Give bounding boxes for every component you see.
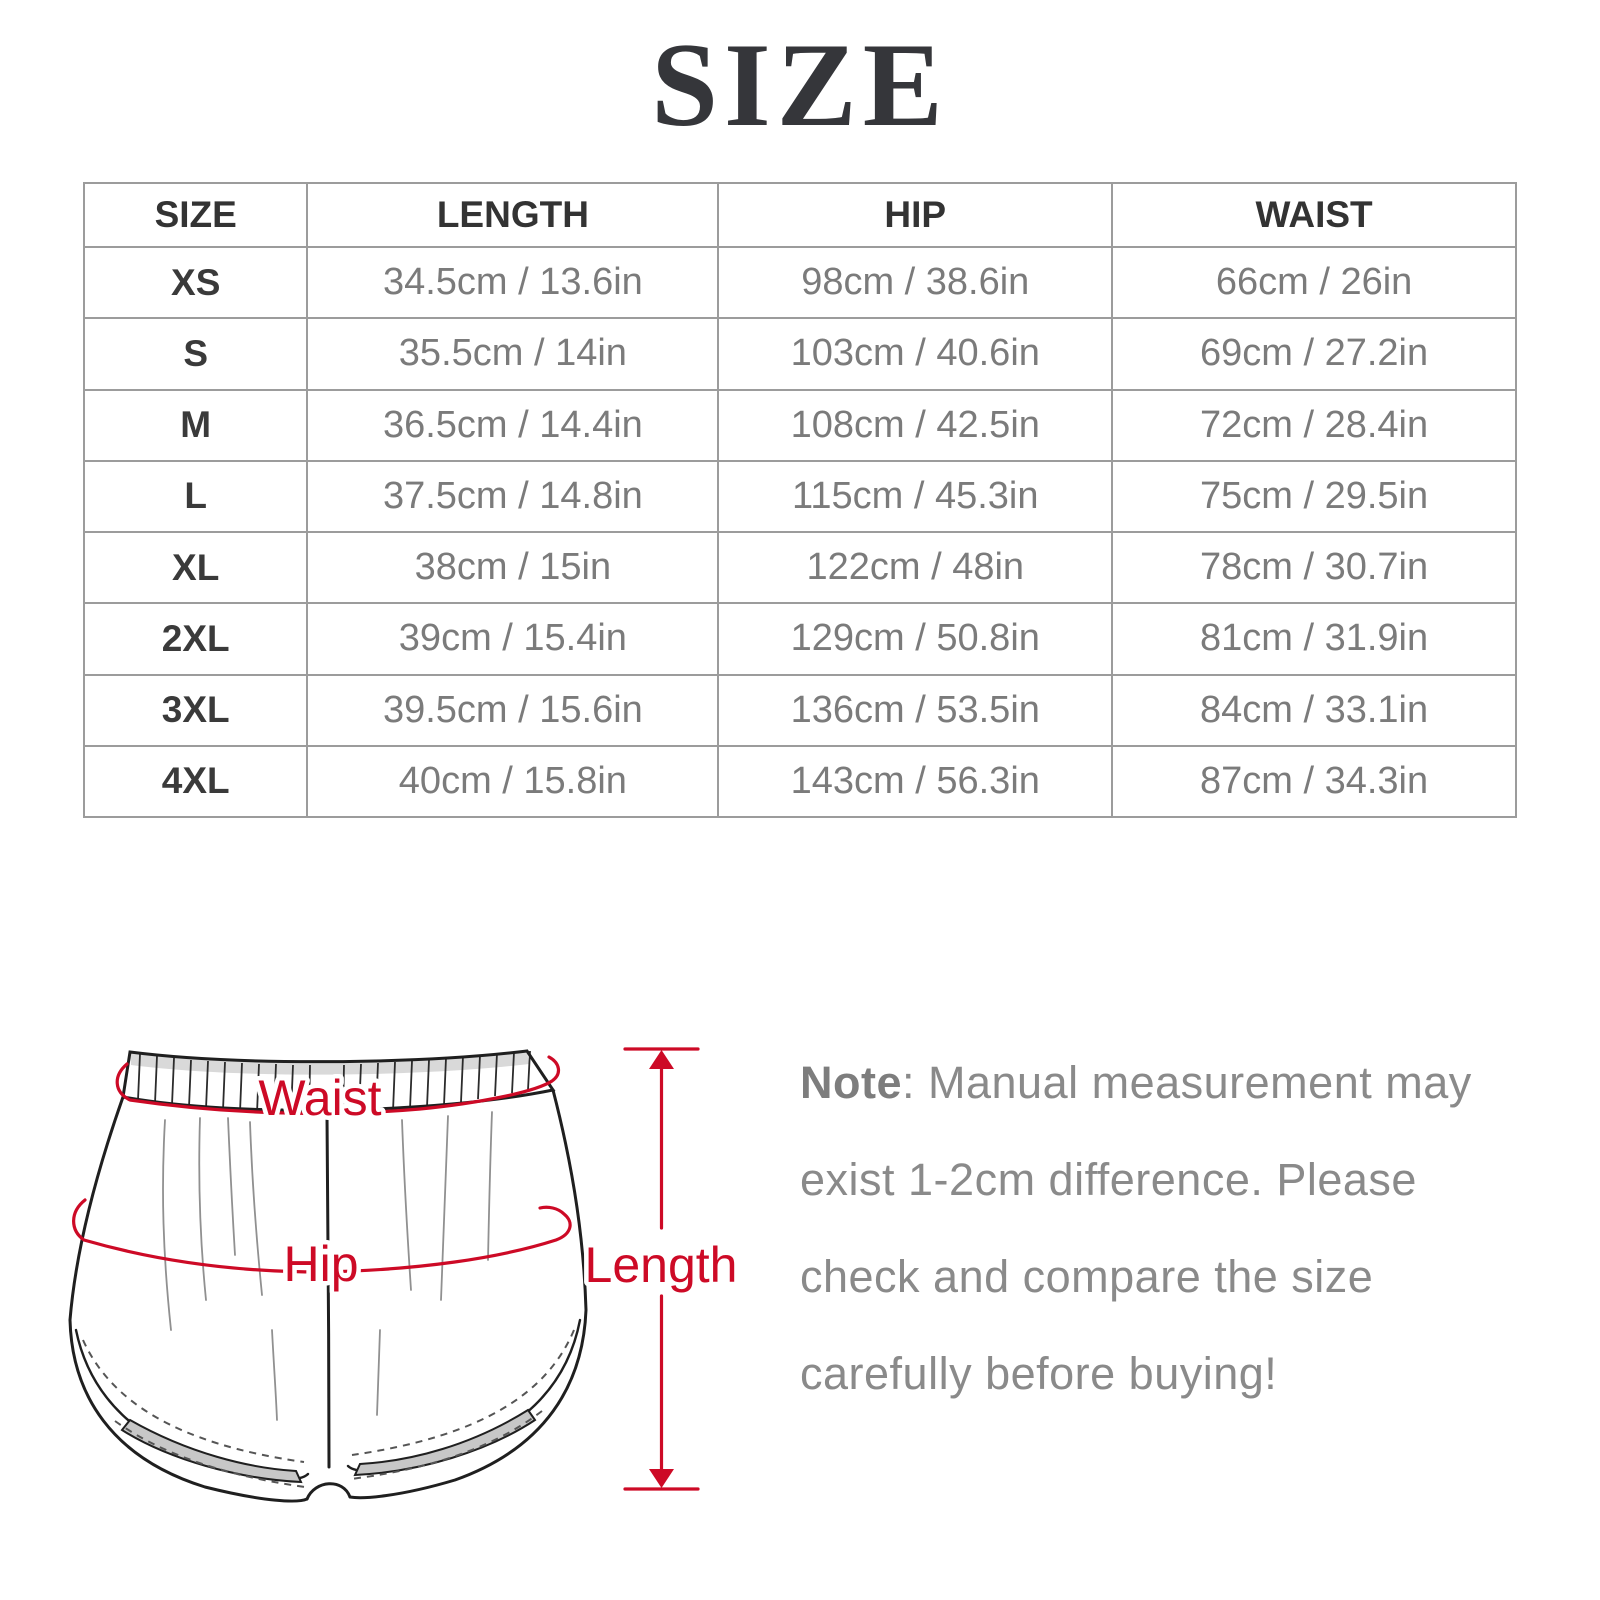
cell-length: 39cm / 15.4in (307, 603, 718, 674)
cell-size: 3XL (84, 675, 307, 746)
table-row (84, 318, 1516, 389)
cell-hip: 122cm / 48in (718, 532, 1112, 603)
cell-length: 35.5cm / 14in (307, 318, 718, 389)
cell-size: XL (84, 532, 307, 603)
cell-hip: 143cm / 56.3in (718, 746, 1112, 817)
table-row (84, 746, 1516, 817)
cell-waist: 87cm / 34.3in (1112, 746, 1516, 817)
cell-size: M (84, 390, 307, 461)
page-title: SIZE (651, 18, 949, 151)
cell-length: 39.5cm / 15.6in (307, 675, 718, 746)
shorts-measurement-diagram (40, 1020, 800, 1540)
cell-waist: 75cm / 29.5in (1112, 461, 1516, 532)
measurement-note (800, 1034, 1500, 1422)
header-row (84, 183, 1516, 247)
cell-waist: 66cm / 26in (1112, 247, 1516, 318)
col-header-size: SIZE (84, 183, 307, 247)
cell-waist: 72cm / 28.4in (1112, 390, 1516, 461)
cell-waist: 84cm / 33.1in (1112, 675, 1516, 746)
cell-waist: 81cm / 31.9in (1112, 603, 1516, 674)
cell-size: XS (84, 247, 307, 318)
cell-waist: 78cm / 30.7in (1112, 532, 1516, 603)
cell-length: 38cm / 15in (307, 532, 718, 603)
table-row (84, 390, 1516, 461)
waist-label: Waist (258, 1070, 382, 1126)
cell-size: 2XL (84, 603, 307, 674)
cell-length: 37.5cm / 14.8in (307, 461, 718, 532)
note-line: check and compare the size (800, 1251, 1374, 1302)
cell-length: 40cm / 15.8in (307, 746, 718, 817)
hip-label: Hip (283, 1236, 359, 1292)
table-row (84, 675, 1516, 746)
cell-length: 34.5cm / 13.6in (307, 247, 718, 318)
cell-length: 36.5cm / 14.4in (307, 390, 718, 461)
cell-hip: 136cm / 53.5in (718, 675, 1112, 746)
note-line: carefully before buying! (800, 1348, 1278, 1399)
col-header-waist: WAIST (1112, 183, 1516, 247)
table-row (84, 603, 1516, 674)
col-header-length: LENGTH (307, 183, 718, 247)
table-row (84, 461, 1516, 532)
cell-hip: 129cm / 50.8in (718, 603, 1112, 674)
note-line-text: : Manual measurement may (902, 1057, 1472, 1108)
note-line: exist 1-2cm difference. Please (800, 1154, 1417, 1205)
size-table-body (84, 247, 1516, 817)
col-header-hip: HIP (718, 183, 1112, 247)
cell-size: S (84, 318, 307, 389)
cell-waist: 69cm / 27.2in (1112, 318, 1516, 389)
size-table (83, 182, 1517, 818)
cell-hip: 115cm / 45.3in (718, 461, 1112, 532)
table-row (84, 247, 1516, 318)
cell-hip: 98cm / 38.6in (718, 247, 1112, 318)
cell-hip: 108cm / 42.5in (718, 390, 1112, 461)
table-row (84, 532, 1516, 603)
cell-size: 4XL (84, 746, 307, 817)
note-label: Note (800, 1057, 902, 1108)
length-label: Length (584, 1237, 738, 1293)
note-line (800, 1034, 1500, 1131)
cell-hip: 103cm / 40.6in (718, 318, 1112, 389)
size-table-header (84, 183, 1516, 247)
cell-size: L (84, 461, 307, 532)
